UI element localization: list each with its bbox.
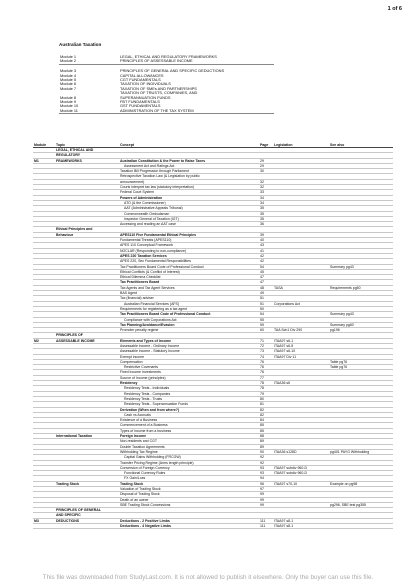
cell-legislation: ITAA97 s8-1 — [273, 524, 329, 529]
cell-concept: Withholding Tax Regime — [119, 449, 259, 454]
cell-page: 32 — [259, 185, 273, 190]
header-legislation: Legislation — [273, 142, 329, 148]
module-number: Module 7 — [60, 85, 77, 91]
cell-module — [33, 524, 55, 529]
cell-concept: Tax Planning/Avoidance/Evasion — [119, 322, 259, 327]
cell-page: 90 — [259, 449, 273, 454]
cell-page: 51 — [259, 301, 273, 306]
module-title: TAXATION OF TRUSTS, COMPANIES, AND — [120, 90, 198, 96]
cell-concept: Capital Gains Withholding (FRCGW) — [119, 455, 259, 460]
cell-page: 34 — [259, 195, 273, 200]
cell-concept: FX Gain/Loss — [119, 476, 259, 481]
cell-concept: APES 110 Conceptual Framework — [119, 243, 259, 248]
cell-concept: Residency Tests - Individuals — [119, 386, 259, 391]
cell-concept: Double Taxation Agreements — [119, 444, 259, 449]
cell-legislation: ITAA36 s6 — [273, 381, 329, 386]
cell-legislation: ITAA97 s6-5 — [273, 343, 329, 348]
cell-concept: Compliance with Corporations Act — [119, 317, 259, 322]
cell-concept: APES 220 Taxation Services — [119, 253, 259, 258]
module-number: Module 11 — [59, 109, 119, 114]
cell-page: 45 — [259, 269, 273, 274]
cell-see-also: Summary pg43 — [329, 312, 393, 317]
cell-concept: Federal Court System — [119, 190, 259, 195]
module-number: Module 4 — [60, 72, 77, 78]
cell-page: 49 — [259, 291, 273, 296]
cell-legislation: ITAA36 s128D — [273, 449, 329, 454]
cell-concept: Australian Constitution & the Power to Raise Taxes — [119, 158, 259, 163]
cell-page: 42 — [259, 259, 273, 264]
cell-concept: Residency Tests - Companies — [119, 391, 259, 396]
cell-concept: Commonwealth Ombudsman — [119, 211, 259, 216]
cell-page: 48 — [259, 285, 273, 290]
cell-see-also: pg401 PAYG Withholding — [329, 449, 393, 454]
module-title: LEGAL, ETHICAL AND REGULATORY FRAMEWORKS — [120, 54, 217, 59]
cell-concept: Fundamental Threats (APES110) — [119, 238, 259, 243]
cell-page: 82 — [259, 407, 273, 412]
cell-page: 99 — [259, 502, 273, 507]
cell-concept: Assessable income - Ordinary Income — [119, 343, 259, 348]
cell-concept: SBE Trading Stock Concessions — [119, 502, 259, 507]
cell-topic: Behaviour — [55, 232, 119, 237]
cell-page: 39 — [259, 232, 273, 237]
cell-concept: Existence of a Business — [119, 418, 259, 423]
cell-topic: International Taxation — [55, 434, 119, 439]
cell-page: 42 — [259, 253, 273, 258]
cell-concept: Requirements for registering as a tax agent — [119, 306, 259, 311]
topic-table — [33, 142, 393, 529]
module-row — [59, 109, 274, 114]
cell-page: 78 — [259, 381, 273, 386]
cell-page: 111 — [259, 524, 273, 529]
cell-page: 92 — [259, 460, 273, 465]
cell-concept: APES110 Five Fundamental Ethical Principles — [119, 232, 259, 237]
cell-concept: Valuation of Trading Stock — [119, 487, 259, 492]
cell-see-also: Summary pg43 — [329, 264, 393, 269]
cell-page: 89 — [259, 444, 273, 449]
cell-page: 47 — [259, 275, 273, 280]
cell-concept: Deductions - 4 Negative Limbs — [119, 524, 259, 529]
module-number: Module 2 — [59, 59, 119, 64]
cell-concept: Residency Tests - Trusts — [119, 396, 259, 401]
cell-page: 35 — [259, 211, 273, 216]
cell-page: 72 — [259, 343, 273, 348]
module-title: PRINCIPLES OF GENERAL AND SPECIFIC DEDUCTIONS — [120, 68, 225, 74]
header-topic: Topic — [55, 142, 119, 148]
module-title: SUPERANNUATION FUNDS — [120, 94, 171, 100]
cell-page: 79 — [259, 391, 273, 396]
cell-legislation: ITAA97 subdiv 960-D — [273, 471, 329, 476]
cell-concept: Source of Income (principles) — [119, 375, 259, 380]
module-title: PRINCIPLES OF ASSESSABLE INCOME — [119, 59, 274, 64]
cell-topic: ASSESSABLE INCOME — [55, 338, 119, 343]
cell-concept: Elements and Types of Income — [119, 338, 259, 343]
cell-concept: Transfer Pricing Regime (Arms length principle) — [119, 460, 259, 465]
cell-page: 73 — [259, 349, 273, 354]
cell-concept: Non-residents and CGT — [119, 439, 259, 444]
cell-concept: Death of an owner — [119, 497, 259, 502]
header-page: Page — [259, 142, 273, 148]
cell-concept: BAS Agent — [119, 291, 259, 296]
cell-page: 76 — [259, 365, 273, 370]
cell-see-also: Table pg76 — [329, 359, 393, 364]
cell-see-also: pg196 — [329, 328, 393, 333]
cell-page: 41 — [259, 248, 273, 253]
module-number: Module 1 — [60, 54, 77, 59]
cell-concept: Assessment Act and Ratings Act — [119, 163, 259, 168]
cell-page: 54 — [259, 264, 273, 269]
cell-module: M1 — [33, 158, 55, 163]
cell-legislation: ITAA97 subdiv 960-D — [273, 465, 329, 470]
module-number: Module 3 — [60, 68, 77, 74]
cell-concept: NOCLAR (Responding to non-compliance) — [119, 248, 259, 253]
cell-topic: LEGAL, ETHICAL AND — [55, 148, 119, 153]
cell-page: 51 — [259, 296, 273, 301]
cell-legislation: TAA Sch1 Div 290 — [273, 328, 329, 333]
header-see-also: See also — [329, 142, 393, 148]
cell-page: 85 — [259, 423, 273, 428]
cell-page: 55 — [259, 317, 273, 322]
cell-concept: Australian Financial Services (AFS) — [119, 301, 259, 306]
cell-page: 34 — [259, 200, 273, 205]
cell-concept: Powers of Administration — [119, 195, 259, 200]
cell-see-also: Summary pg60 — [329, 322, 393, 327]
cell-page: 59 — [259, 322, 273, 327]
cell-page: 32 — [259, 179, 273, 184]
page-number: 1 of 6 — [387, 6, 402, 12]
cell-topic: Trading Stock — [55, 481, 119, 486]
cell-legislation: ITAA97 s70-10 — [273, 481, 329, 486]
module-title: ADMINISTRATION OF THE TAX SYSTEM — [119, 109, 274, 114]
cell-concept: Inspector General of Taxation (IGT) — [119, 216, 259, 221]
cell-concept: APES 220, Sec Fundamental Responsibilities — [119, 259, 259, 264]
cell-module: M3 — [33, 518, 55, 523]
cell-legislation: ITAA97 s8-1 — [273, 518, 329, 523]
cell-concept: Tax Agents and Tax Agent Services — [119, 285, 259, 290]
cell-page: 76 — [259, 359, 273, 364]
module-title: FBT FUNDAMENTALS — [120, 99, 160, 105]
cell-legislation: ITAA97 Div 11 — [273, 354, 329, 359]
cell-concept: Promoter penalty regime — [119, 328, 259, 333]
cell-page: 81 — [259, 402, 273, 407]
cell-concept: Types of income from a business — [119, 428, 259, 433]
cell-concept: Functional Currency Rules — [119, 471, 259, 476]
cell-page: 94 — [259, 476, 273, 481]
cell-concept: Trading Stock — [119, 481, 259, 486]
cell-concept: ATO (& the Commissioner) — [119, 200, 259, 205]
module-title: GST FUNDAMENTALS — [120, 103, 161, 109]
cell-concept: Conversion of Foreign Currency — [119, 465, 259, 470]
cell-page: 30 — [259, 169, 273, 174]
cell-page: 82 — [259, 412, 273, 417]
module-number: Module 8 — [60, 94, 77, 100]
cell-legislation: Corporations Act — [273, 301, 329, 306]
cell-concept: Deductions - 2 Positive Limbs — [119, 518, 259, 523]
cell-concept: Tax Practitioners Board Code of Professional Conduct — [119, 312, 259, 317]
cell-concept: Derivation (When and from where?) — [119, 407, 259, 412]
cell-concept: Residency Tests - Superannuation Funds — [119, 402, 259, 407]
cell-concept: Commencement of a Business — [119, 423, 259, 428]
module-number: Module 6 — [60, 81, 77, 87]
cell-page: 85 — [259, 428, 273, 433]
cell-page: 50 — [259, 306, 273, 311]
cell-page: 36 — [259, 222, 273, 227]
cell-topic: AND SPECIFIC — [55, 513, 119, 518]
cell-topic: REGULATORY — [55, 153, 119, 158]
module-title: TAXATION OF SMEs AND PARTNERSHIPS — [120, 85, 197, 91]
cell-page: 60 — [259, 328, 273, 333]
cell-module: M2 — [33, 338, 55, 343]
cell-concept: Foreign Income — [119, 434, 259, 439]
cell-concept: Exempt income — [119, 354, 259, 359]
cell-page: 88 — [259, 434, 273, 439]
cell-page: 78 — [259, 386, 273, 391]
cell-concept: Courts interpret tax law (statutory interpretation) — [119, 185, 259, 190]
cell-see-also: Table pg76 — [329, 365, 393, 370]
cell-page: 43 — [259, 243, 273, 248]
cell-concept: AAT (Administrative Appeals Tribunal) — [119, 206, 259, 211]
cell-page: 92 — [259, 455, 273, 460]
document-heading: Australian Taxation — [59, 42, 102, 47]
module-title: CAPITAL ALLOWANCES — [120, 72, 164, 78]
module-title: CGT FUNDAMENTALS — [120, 77, 161, 83]
cell-topic: FRAMEWORKS — [55, 158, 119, 163]
cell-concept: Assessable income - Statutory Income — [119, 349, 259, 354]
cell-concept: Restrictive Covenants — [119, 365, 259, 370]
cell-page: 99 — [259, 497, 273, 502]
cell-concept: Cash vs Accruals — [119, 412, 259, 417]
cell-concept: Taxation Bill Progression through Parliament — [119, 169, 259, 174]
cell-concept: Accessing and reading an AAT case — [119, 222, 259, 227]
cell-concept: Residency — [119, 381, 259, 386]
cell-see-also: Example on pg98 — [329, 481, 393, 486]
cell-page: 93 — [259, 465, 273, 470]
cell-page: 89 — [259, 439, 273, 444]
cell-page: 74 — [259, 354, 273, 359]
cell-page: 54 — [259, 312, 273, 317]
cell-concept: Retrospective Taxation Law (& Legislation by public — [119, 174, 259, 179]
cell-page: 33 — [259, 190, 273, 195]
cell-see-also — [329, 524, 393, 529]
cell-concept: Ethical Conflicts (& Conflict of Interest) — [119, 269, 259, 274]
cell-page: 29 — [259, 158, 273, 163]
cell-page: 96 — [259, 481, 273, 486]
cell-topic: DEDUCTIONS — [55, 518, 119, 523]
cell-page: 93 — [259, 471, 273, 476]
module-number: Module 9 — [60, 99, 77, 105]
cell-page: 80 — [259, 396, 273, 401]
cell-page: 47 — [259, 280, 273, 285]
cell-page: 97 — [259, 487, 273, 492]
cell-page: 40 — [259, 238, 273, 243]
cell-page: 111 — [259, 518, 273, 523]
cell-concept: announcement) — [119, 179, 259, 184]
cell-topic — [55, 524, 119, 529]
cell-legislation: ITAA97 s6-10 — [273, 349, 329, 354]
cell-page: 29 — [259, 163, 273, 168]
cell-concept: Ethical Dilemma Checklist — [119, 275, 259, 280]
cell-concept: Disposal of Trading Stock — [119, 492, 259, 497]
cell-page: 71 — [259, 338, 273, 343]
cell-topic: PRINCIPLES OF GENERAL — [55, 508, 119, 513]
cell-concept: Tax Practitioners Board — [119, 280, 259, 285]
table-row — [33, 524, 393, 529]
module-number: Module 10 — [60, 103, 79, 109]
cell-page: 35 — [259, 216, 273, 221]
cell-topic: Ethical Principles and — [55, 227, 119, 232]
cell-see-also: Requirements pg50 — [329, 285, 393, 290]
cell-page: 84 — [259, 418, 273, 423]
cell-concept: Compensation — [119, 359, 259, 364]
cell-page: 99 — [259, 492, 273, 497]
cell-concept: Tax (financial) adviser — [119, 296, 259, 301]
cell-legislation: ITAA97 s6-1 — [273, 338, 329, 343]
cell-see-also: pg296, SBE test pg355 — [329, 502, 393, 507]
cell-concept: Fixed Income Investments — [119, 370, 259, 375]
cell-page: 76 — [259, 370, 273, 375]
header-concept: Concept — [119, 142, 259, 148]
header-module: Module — [33, 142, 55, 148]
cell-page: 77 — [259, 375, 273, 380]
module-number: Module 5 — [60, 77, 77, 83]
cell-topic: PRINCIPLES OF — [55, 333, 119, 338]
cell-page: 35 — [259, 206, 273, 211]
download-notice: This file was downloaded from StudyLast.com. It is not allowed to publish it elsewhere. Only the buyer can use this file. — [42, 574, 374, 581]
module-list — [59, 55, 274, 114]
cell-concept: Tax Practitioners Board Code of Professional Conduct — [119, 264, 259, 269]
cell-legislation: TASA — [273, 285, 329, 290]
module-title: TAXATION OF INDIVIDUALS — [120, 81, 171, 87]
